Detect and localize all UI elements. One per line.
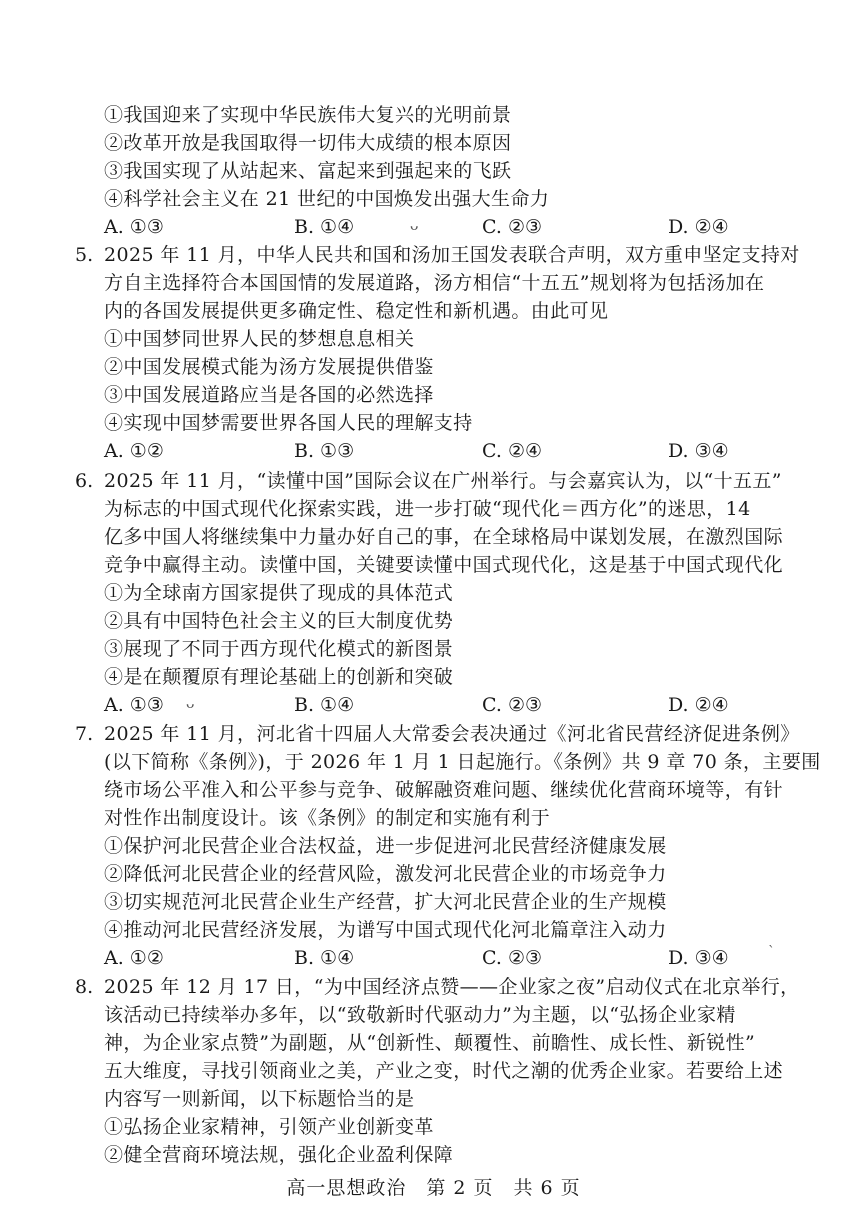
q6-item-3: ③展现了不同于西方现代化模式的新图景 (104, 638, 454, 660)
q4-option-d: D. ②④ (668, 216, 729, 238)
q7-item-4: ④推动河北民营经济发展，为谱写中国式现代化河北篇章注入动力 (104, 919, 667, 941)
q5-number: 5. (75, 244, 94, 266)
q8-item-2: ②健全营商环境法规，强化企业盈利保障 (104, 1144, 454, 1166)
q6-item-1: ①为全球南方国家提供了现成的具体范式 (104, 582, 454, 604)
q6-option-c: C. ②③ (482, 694, 543, 716)
q7-stem-line-4: 对性作出制度设计。该《条例》的制定和实施有利于 (104, 807, 551, 829)
q8-stem-line-5: 内容写一则新闻，以下标题恰当的是 (104, 1088, 415, 1110)
q8-stem-line-4: 五大维度，寻找引领商业之美，产业之变，时代之潮的优秀企业家。若要给上述 (104, 1060, 784, 1082)
q8-number: 8. (75, 976, 94, 998)
q8-item-1: ①弘扬企业家精神，引领产业创新变革 (104, 1116, 434, 1138)
q6-item-2: ②具有中国特色社会主义的巨大制度优势 (104, 610, 454, 632)
q6-stem-line-1: 2025 年 11 月，“读懂中国”国际会议在广州举行。与会嘉宾认为，以“十五五” (104, 470, 782, 492)
q8-stem-line-2: 该活动已持续举办多年，以“致敬新时代驱动力”为主题，以“弘扬企业家精 (104, 1004, 736, 1026)
q5-stem-line-1: 2025 年 11 月，中华人民共和国和汤加王国发表联合声明，双方重申坚定支持对 (104, 244, 800, 266)
q5-option-d: D. ③④ (668, 440, 729, 462)
q4-item-1: ①我国迎来了实现中华民族伟大复兴的光明前景 (104, 104, 512, 126)
q4-item-3: ③我国实现了从站起来、富起来到强起来的飞跃 (104, 160, 512, 182)
pencil-mark: ˋ (768, 944, 775, 960)
q4-item-4: ④科学社会主义在 21 世纪的中国焕发出强大生命力 (104, 188, 550, 210)
q4-item-2: ②改革开放是我国取得一切伟大成绩的根本原因 (104, 132, 512, 154)
q8-stem-line-1: 2025 年 12 月 17 日，“为中国经济点赞——企业家之夜”启动仪式在北京举行， (104, 976, 800, 998)
page-footer: 高一思想政治 第 2 页 共 6 页 (286, 1177, 581, 1199)
q7-stem-line-1: 2025 年 11 月，河北省十四届人大常委会表决通过《河北省民营经济促进条例》 (104, 723, 800, 745)
q4-option-a: A. ①③ (104, 216, 164, 238)
q7-number: 7. (75, 723, 94, 745)
q5-stem-line-2: 方自主选择符合本国国情的发展道路，汤方相信“十五五”规划将为包括汤加在 (104, 272, 765, 294)
q4-option-c: C. ②③ (482, 216, 543, 238)
pencil-mark: ᴗ (186, 696, 195, 712)
q6-stem-line-3: 亿多中国人将继续集中力量办好自己的事，在全球格局中谋划发展，在激烈国际 (104, 526, 784, 548)
q7-option-d: D. ③④ (668, 947, 729, 969)
q7-item-2: ②降低河北民营企业的经营风险，激发河北民营企业的市场竞争力 (104, 863, 667, 885)
q5-option-b: B. ①③ (294, 440, 355, 462)
q6-stem-line-2: 为标志的中国式现代化探索实践，进一步打破“现代化＝西方化”的迷思，14 (104, 498, 751, 520)
q7-item-3: ③切实规范河北民营企业生产经营，扩大河北民营企业的生产规模 (104, 891, 667, 913)
q5-item-3: ③中国发展道路应当是各国的必然选择 (104, 384, 434, 406)
q6-option-d: D. ②④ (668, 694, 729, 716)
q7-stem-line-3: 绕市场公平准入和公平参与竞争、破解融资难问题、继续优化营商环境等，有针 (104, 779, 784, 801)
q7-option-c: C. ②③ (482, 947, 543, 969)
q6-option-a: A. ①③ (104, 694, 164, 716)
q7-stem-line-2: (以下简称《条例》)，于 2026 年 1 月 1 日起施行。《条例》共 9 章 70 条，主要围 (104, 751, 821, 773)
q8-stem-line-3: 神，为企业家点赞”为副题，从“创新性、颠覆性、前瞻性、成长性、新锐性” (104, 1032, 756, 1054)
q7-item-1: ①保护河北民营企业合法权益，进一步促进河北民营经济健康发展 (104, 835, 667, 857)
q5-item-1: ①中国梦同世界人民的梦想息息相关 (104, 328, 415, 350)
q5-stem-line-3: 内的各国发展提供更多确定性、稳定性和新机遇。由此可见 (104, 300, 609, 322)
q4-option-b: B. ①④ (294, 216, 355, 238)
q6-number: 6. (75, 470, 94, 492)
q5-option-a: A. ①② (104, 440, 164, 462)
q5-item-4: ④实现中国梦需要世界各国人民的理解支持 (104, 412, 473, 434)
q6-item-4: ④是在颠覆原有理论基础上的创新和突破 (104, 666, 454, 688)
q5-option-c: C. ②④ (482, 440, 543, 462)
q7-option-b: B. ①④ (294, 947, 355, 969)
q6-option-b: B. ①④ (294, 694, 355, 716)
q5-item-2: ②中国发展模式能为汤方发展提供借鉴 (104, 356, 434, 378)
pencil-mark: ᴗ (410, 218, 419, 234)
q6-stem-line-4: 竞争中赢得主动。读懂中国，关键要读懂中国式现代化，这是基于中国式现代化 (104, 554, 784, 576)
q7-option-a: A. ①② (104, 947, 164, 969)
